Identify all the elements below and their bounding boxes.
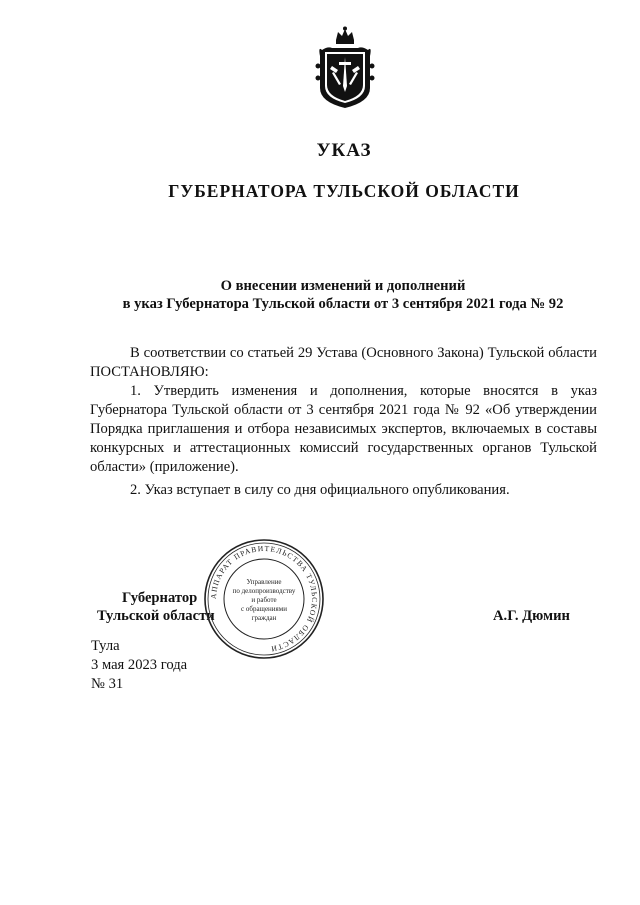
signatory-name: А.Г. Дюмин [493, 608, 570, 624]
official-stamp [203, 538, 325, 660]
intro-paragraph: В соответствии со статьей 29 Устава (Основного Закона) Тульской области ПОСТАНОВЛЯЮ: [90, 345, 597, 380]
stamp-line-1: Управление [246, 578, 282, 586]
issue-city: Тула [91, 638, 120, 654]
subject-line-1: О внесении изменений и дополнений [220, 278, 466, 294]
item-1-paragraph: 1. Утвердить изменения и дополнения, которые вносятся в указ Губернатора Тульской области от 3 сентября 2021 года № 92 «Об утверждении Порядка приглашения и отбора независимых экспертов, включаемых в составы конкурсных и аттестационных комиссий государственных органов Тульской области» (приложение). [90, 383, 597, 475]
decree-number: № 31 [91, 676, 124, 692]
document-type-heading: УКАЗ [316, 140, 372, 161]
coat-of-arms-icon [314, 26, 376, 110]
signatory-title-line-2: Тульской области [97, 608, 215, 624]
item-2-paragraph: 2. Указ вступает в силу со дня официального опубликования. [130, 482, 510, 498]
stamp-line-2: по делопроизводству [232, 587, 296, 595]
stamp-ring-text: АППАРАТ ПРАВИТЕЛЬСТВА ТУЛЬСКОЙ ОБЛАСТИ [208, 543, 320, 654]
stamp-line-5: граждан [251, 614, 277, 622]
issue-date: 3 мая 2023 года [91, 657, 188, 673]
subject-line-2: в указ Губернатора Тульской области от 3 сентября 2021 года № 92 [122, 296, 564, 312]
stamp-line-3: и работе [251, 596, 277, 604]
stamp-line-4: с обращениями [241, 605, 287, 613]
signatory-title-line-1: Губернатор [122, 590, 198, 606]
decree-subject [90, 277, 596, 313]
issuer-heading: ГУБЕРНАТОРА ТУЛЬСКОЙ ОБЛАСТИ [168, 181, 520, 201]
